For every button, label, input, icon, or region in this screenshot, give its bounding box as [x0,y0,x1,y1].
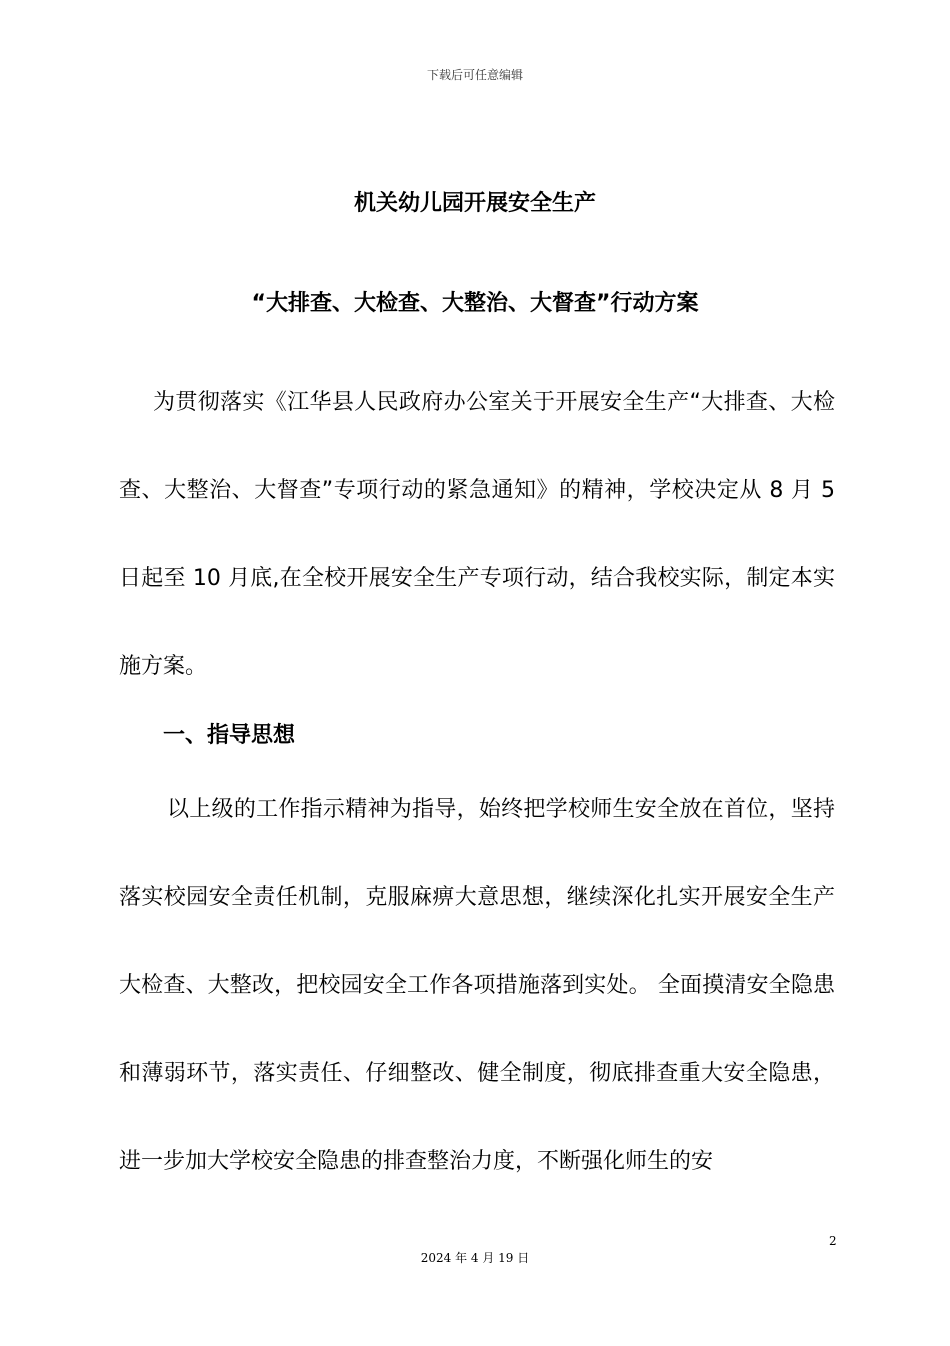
page-number: 2 [829,1234,837,1248]
page-header: 下载后可任意编辑 [426,68,523,82]
document-title-line1: 机关幼儿园开展安全生产 [353,191,596,216]
intro-paragraph: 为贯彻落实《江华县人民政府办公室关于开展安全生产“大排查、大检查、大整治、大督查”专项行动的紧急通知》的精神，学校决定从 8 月 5 日起至 10 月底,在全校开展安全生产专项行动，结合我校实际，制定本实施方案。 [119,390,835,679]
document-title-line2: “大排查、大检查、大整治、大督查”行动方案 [251,291,699,316]
guiding-ideology-paragraph: 以上级的工作指示精神为指导，始终把学校师生安全放在首位，坚持落实校园安全责任机制，克服麻痹大意思想，继续深化扎实开展安全生产大检查、大整改，把校园安全工作各项措施落到实处。 全面摸清安全隐患和薄弱环节，落实责任、仔细整改、健全制度，彻底排查重大安全隐患，进一步加大学校安全隐患的排查整治力度，不断强化师生的安 [119,797,835,1174]
page-footer-date: 2024 年 4 月 19 日 [420,1251,530,1265]
section-heading-guiding-ideology: 一、指导思想 [163,723,296,748]
